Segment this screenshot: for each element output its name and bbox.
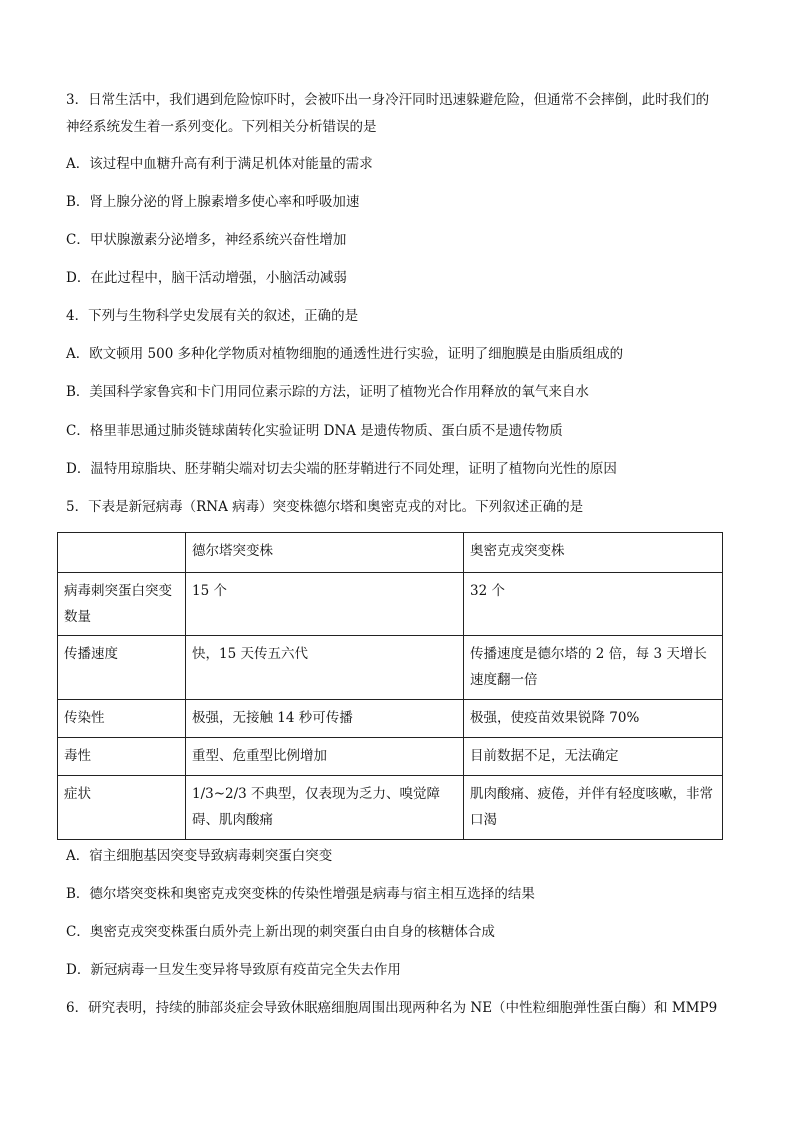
- table-header-cell: 德尔塔突变株: [186, 533, 464, 573]
- table-row-label: 传播速度: [58, 636, 186, 700]
- table-header-cell: [58, 533, 186, 573]
- q3-option-a: A．该过程中血糖升高有利于满足机体对能量的需求: [66, 156, 373, 172]
- table-cell: 目前数据不足，无法确定: [464, 738, 723, 776]
- table-row: [58, 573, 723, 636]
- q3-stem-line1: 3．日常生活中，我们遇到危险惊吓时，会被吓出一身冷汗同时迅速躲避危险，但通常不会摔倒，此时我们的: [66, 92, 710, 108]
- q5-option-a: A．宿主细胞基因突变导致病毒刺突蛋白突变: [66, 848, 333, 864]
- q5-stem: 5．下表是新冠病毒（RNA 病毒）突变株德尔塔和奥密克戎的对比。下列叙述正确的是: [66, 499, 584, 515]
- q4-option-b: B．美国科学家鲁宾和卡门用同位素示踪的方法，证明了植物光合作用释放的氧气来自水: [66, 384, 589, 400]
- table-cell: 32 个: [464, 573, 723, 636]
- table-row-label: 症状: [58, 776, 186, 840]
- table-cell: 快，15 天传五六代: [186, 636, 464, 700]
- table-row: [58, 636, 723, 700]
- table-cell: 15 个: [186, 573, 464, 636]
- q4-option-c: C．格里菲思通过肺炎链球菌转化实验证明 DNA 是遗传物质、蛋白质不是遗传物质: [66, 423, 563, 439]
- table-cell: 1/3~2/3 不典型，仅表现为乏力、嗅觉障碍、肌肉酸痛: [186, 776, 464, 840]
- table-row: [58, 700, 723, 738]
- table-header-cell: 奥密克戎突变株: [464, 533, 723, 573]
- table-row-label: 毒性: [58, 738, 186, 776]
- table-row-label: 传染性: [58, 700, 186, 738]
- q4-option-a: A．欧文顿用 500 多种化学物质对植物细胞的通透性进行实验，证明了细胞膜是由脂质组成的: [66, 346, 624, 362]
- q5-option-d: D．新冠病毒一旦发生变异将导致原有疫苗完全失去作用: [66, 962, 401, 978]
- table-row: [58, 776, 723, 840]
- variant-comparison-table: [57, 532, 723, 840]
- q3-stem-line2: 神经系统发生着一系列变化。下列相关分析错误的是: [66, 119, 377, 135]
- table-row-label: 病毒刺突蛋白突变数量: [58, 573, 186, 636]
- table-cell: 极强，无接触 14 秒可传播: [186, 700, 464, 738]
- q3-option-b: B．肾上腺分泌的肾上腺素增多使心率和呼吸加速: [66, 194, 360, 210]
- table-cell: 肌肉酸痛、疲倦，并伴有轻度咳嗽，非常口渴: [464, 776, 723, 840]
- q4-stem: 4．下列与生物科学史发展有关的叙述，正确的是: [66, 308, 359, 324]
- q4-option-d: D．温特用琼脂块、胚芽鞘尖端对切去尖端的胚芽鞘进行不同处理，证明了植物向光性的原因: [66, 461, 617, 477]
- q6-stem-line1: 6．研究表明，持续的肺部炎症会导致休眠癌细胞周围出现两种名为 NE（中性粒细胞弹性蛋白酶）和 MMP9: [66, 1000, 718, 1016]
- table-cell: 重型、危重型比例增加: [186, 738, 464, 776]
- q5-option-c: C．奥密克戎突变株蛋白质外壳上新出现的刺突蛋白由自身的核糖体合成: [66, 924, 495, 940]
- q3-option-d: D．在此过程中，脑干活动增强，小脑活动减弱: [66, 270, 347, 286]
- table-row: [58, 738, 723, 776]
- table-cell: 极强，使疫苗效果锐降 70%: [464, 700, 723, 738]
- q3-option-c: C．甲状腺激素分泌增多，神经系统兴奋性增加: [66, 232, 347, 248]
- table-header-row: [58, 533, 723, 573]
- q5-option-b: B．德尔塔突变株和奥密克戎突变株的传染性增强是病毒与宿主相互选择的结果: [66, 886, 535, 902]
- table-cell: 传播速度是德尔塔的 2 倍，每 3 天增长速度翻一倍: [464, 636, 723, 700]
